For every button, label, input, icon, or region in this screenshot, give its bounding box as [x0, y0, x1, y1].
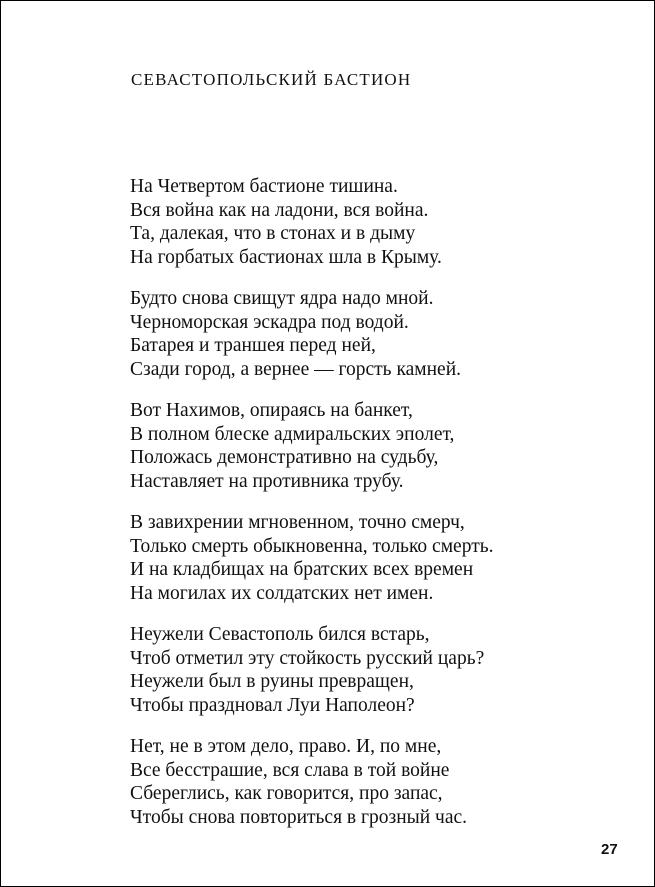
poem-line: В завихрении мгновенном, точно смерч,: [130, 512, 465, 533]
poem-line: Только смерть обыкновенна, только смерть.: [130, 535, 494, 557]
poem-line: Все бесстрашие, вся слава в той войне: [130, 759, 450, 781]
stanza-6: [130, 735, 467, 829]
poem-line: Батарея и траншея перед ней,: [130, 335, 376, 356]
poem-line: Положась демонстративно на судьбу,: [130, 447, 439, 468]
poem-line: Чтобы праздновал Луи Наполеон?: [130, 694, 415, 716]
poem-line: Чтобы снова повториться в грозный час.: [130, 806, 468, 828]
poem-line: Вот Нахимов, опираясь на банкет,: [130, 400, 413, 421]
poem-line: Вся война как на ладони, вся война.: [130, 199, 429, 221]
poem-title: СЕВАСТОПОЛЬСКИЙ БАСТИОН: [131, 70, 412, 89]
stanza-5: [130, 623, 484, 717]
poem-line: Неужели был в руины превращен,: [130, 671, 414, 692]
poem-line: Нет, не в этом дело, право. И, по мне,: [130, 736, 442, 757]
poem-line: Будто снова свищут ядра надо мной.: [130, 288, 434, 309]
poem-line: Неужели Севастополь бился встарь,: [130, 624, 430, 645]
poem-line: Сзади город, а вернее — горсть камней.: [130, 358, 462, 380]
poem-line: На Четвертом бастионе тишина.: [130, 176, 398, 197]
poem-line: На могилах их солдатских нет имен.: [130, 582, 434, 604]
poem-line: Сберeглись, как говорится, про запас,: [130, 783, 443, 804]
poem-line: На горбатых бастионах шла в Крыму.: [130, 246, 442, 268]
poem-line: И на кладбищах на братских всех времен: [130, 559, 474, 580]
stanza-2: [130, 287, 461, 381]
poem-line: Та, далекая, что в стонах и в дыму: [130, 223, 416, 244]
stanza-3: [130, 399, 454, 493]
poem-line: Черноморская эскадра под водой.: [130, 311, 409, 333]
poem-line: В полном блеске адмиральских эполет,: [130, 423, 455, 445]
stanza-4: [130, 511, 493, 605]
poem-line: Наставляет на противника трубу.: [130, 470, 404, 492]
poem-line: Чтоб отметил эту стойкость русский царь?: [130, 647, 485, 669]
stanza-1: [130, 175, 442, 269]
page-number: 27: [601, 841, 618, 858]
